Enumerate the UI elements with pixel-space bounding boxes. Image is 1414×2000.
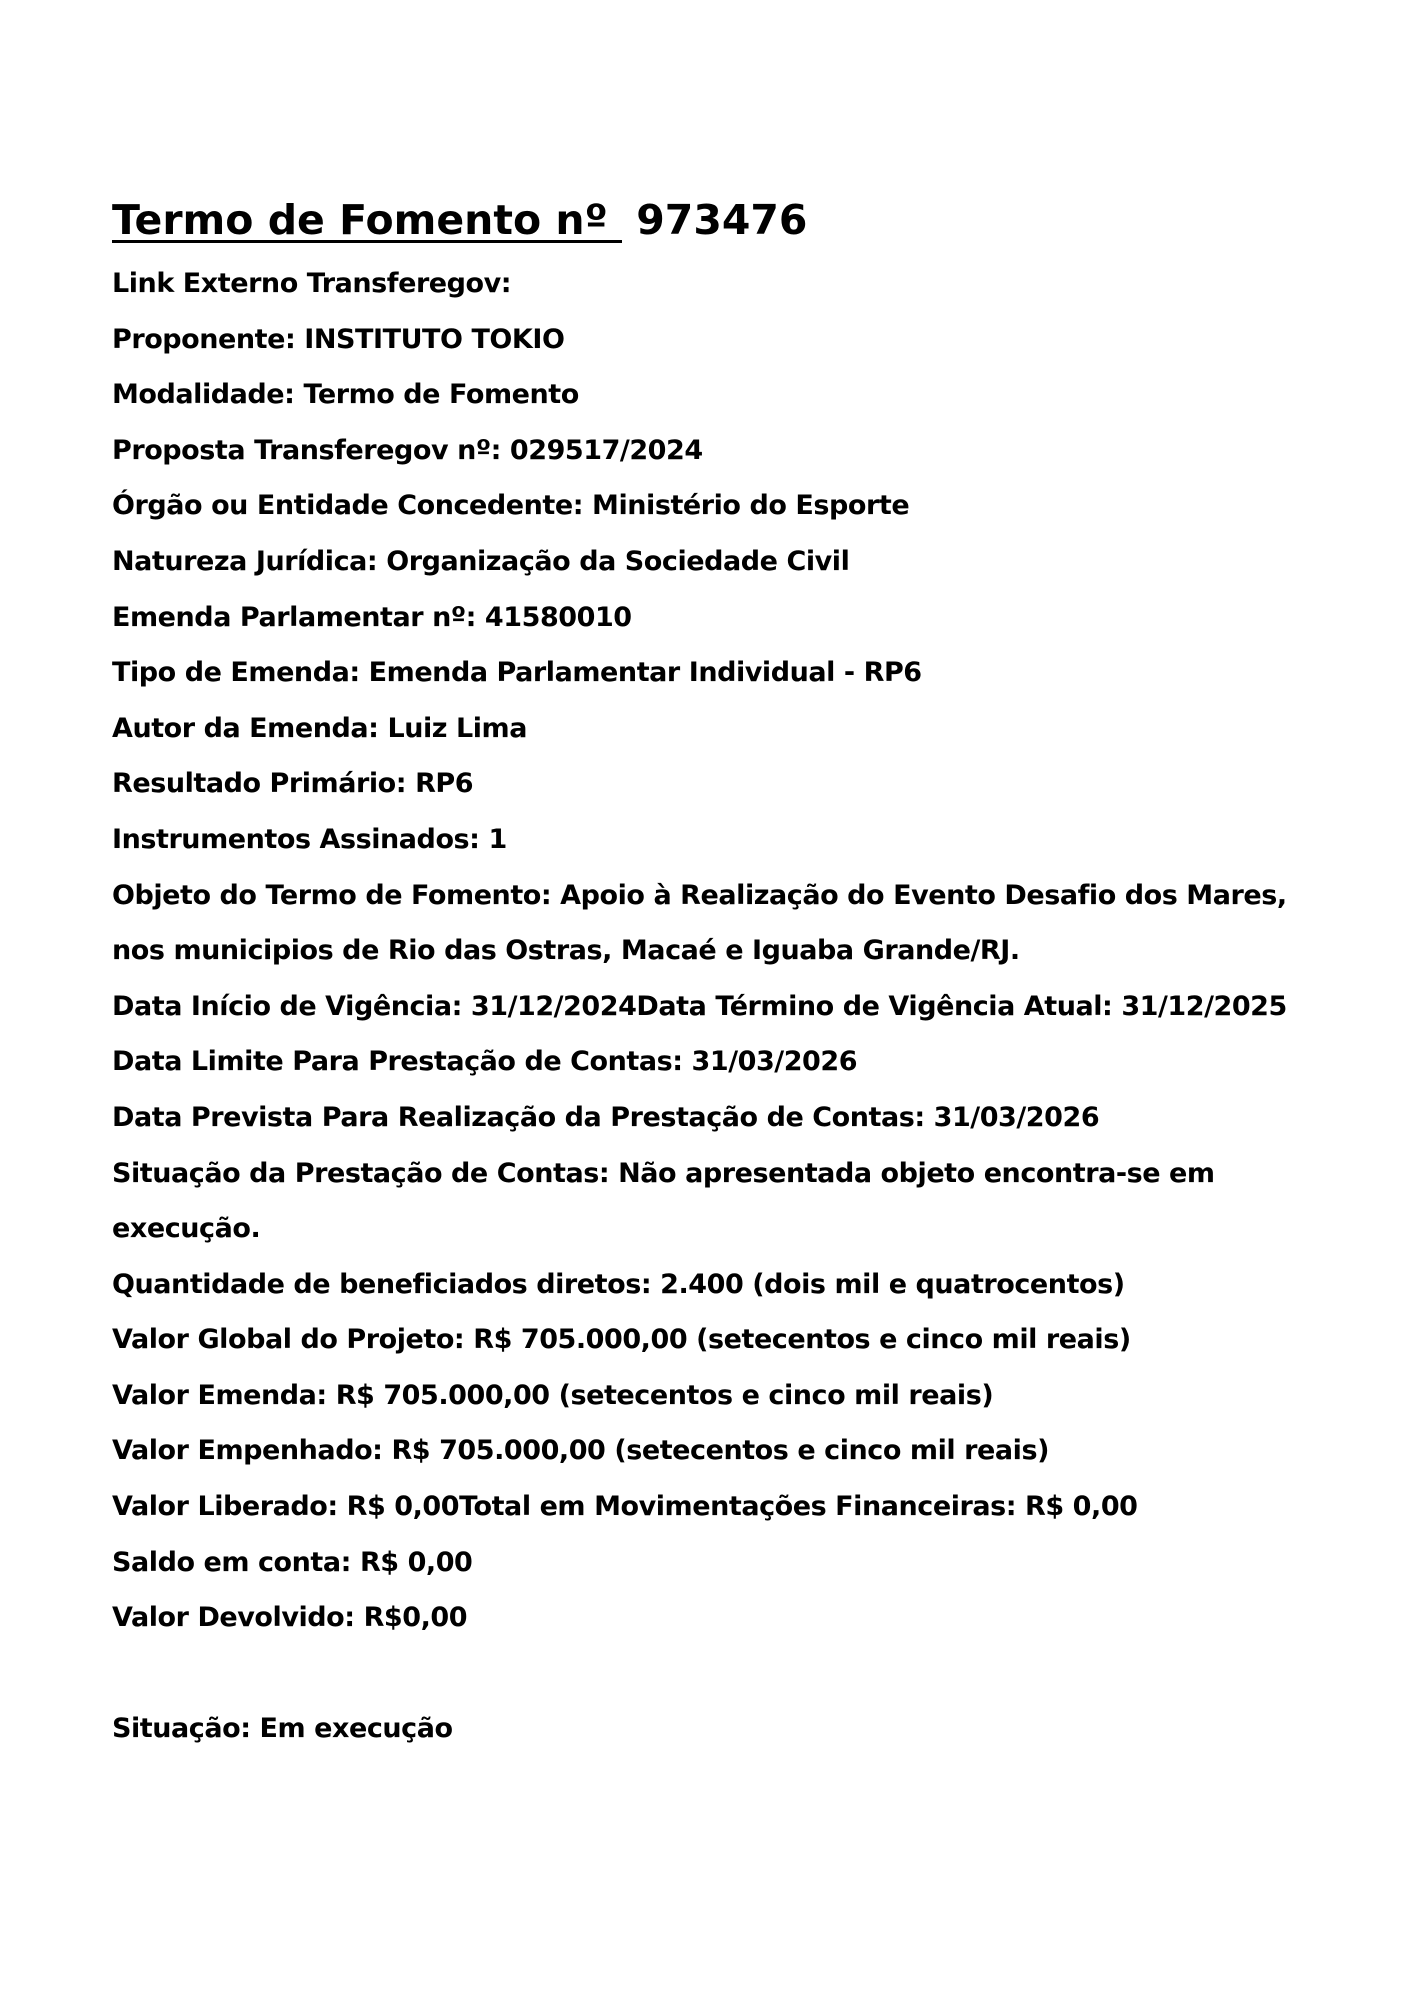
natureza-line: Natureza Jurídica: Organização da Sociedade Civil: [112, 545, 850, 577]
saldo-line: Saldo em conta: R$ 0,00: [112, 1546, 473, 1578]
proponente-line: Proponente: INSTITUTO TOKIO: [112, 323, 565, 355]
title-label: Termo de Fomento nº: [112, 196, 622, 244]
situacao-prestacao-line: Situação da Prestação de Contas: Não apresentada objeto encontra-se em execução.: [112, 1157, 1215, 1245]
valor-devolvido-line: Valor Devolvido: R$0,00: [112, 1602, 468, 1634]
proposta-line: Proposta Transferegov nº: 029517/2024: [112, 434, 703, 466]
instrumentos-line: Instrumentos Assinados: 1: [112, 823, 507, 855]
data-limite-line: Data Limite Para Prestação de Contas: 31/03/2026: [112, 1046, 858, 1078]
vigencia-line: Data Início de Vigência: 31/12/2024Data Término de Vigência Atual: 31/12/2025: [112, 990, 1287, 1022]
autor-emenda-line: Autor da Emenda: Luiz Lima: [112, 712, 528, 744]
document-content: [112, 190, 1332, 1756]
tipo-emenda-line: Tipo de Emenda: Emenda Parlamentar Individual - RP6: [112, 657, 922, 689]
beneficiados-line: Quantidade de beneficiados diretos: 2.400 (dois mil e quatrocentos): [112, 1268, 1125, 1300]
emenda-numero-line: Emenda Parlamentar nº: 41580010: [112, 601, 632, 633]
title-number: 973476: [636, 196, 808, 244]
page-title: [112, 190, 1332, 250]
valor-liberado-line: Valor Liberado: R$ 0,00Total em Movimentações Financeiras: R$ 0,00: [112, 1491, 1138, 1523]
data-prevista-line: Data Prevista Para Realização da Prestação de Contas: 31/03/2026: [112, 1101, 1100, 1133]
resultado-primario-line: Resultado Primário: RP6: [112, 768, 474, 800]
valor-empenhado-line: Valor Empenhado: R$ 705.000,00 (setecentos e cinco mil reais): [112, 1435, 1049, 1467]
modalidade-line: Modalidade: Termo de Fomento: [112, 379, 579, 411]
valor-emenda-line: Valor Emenda: R$ 705.000,00 (setecentos e cinco mil reais): [112, 1379, 994, 1411]
objeto-line: Objeto do Termo de Fomento: Apoio à Realização do Evento Desafio dos Mares, nos municipios de Rio das Ostras, Macaé e Iguaba Grande/RJ.: [112, 879, 1287, 967]
link-externo-line: Link Externo Transferegov:: [112, 268, 512, 299]
valor-global-line: Valor Global do Projeto: R$ 705.000,00 (setecentos e cinco mil reais): [112, 1324, 1131, 1356]
blank-line: [112, 1646, 1332, 1701]
orgao-line: Órgão ou Entidade Concedente: Ministério do Esporte: [112, 490, 910, 522]
situacao-line: Situação: Em execução: [112, 1712, 453, 1744]
